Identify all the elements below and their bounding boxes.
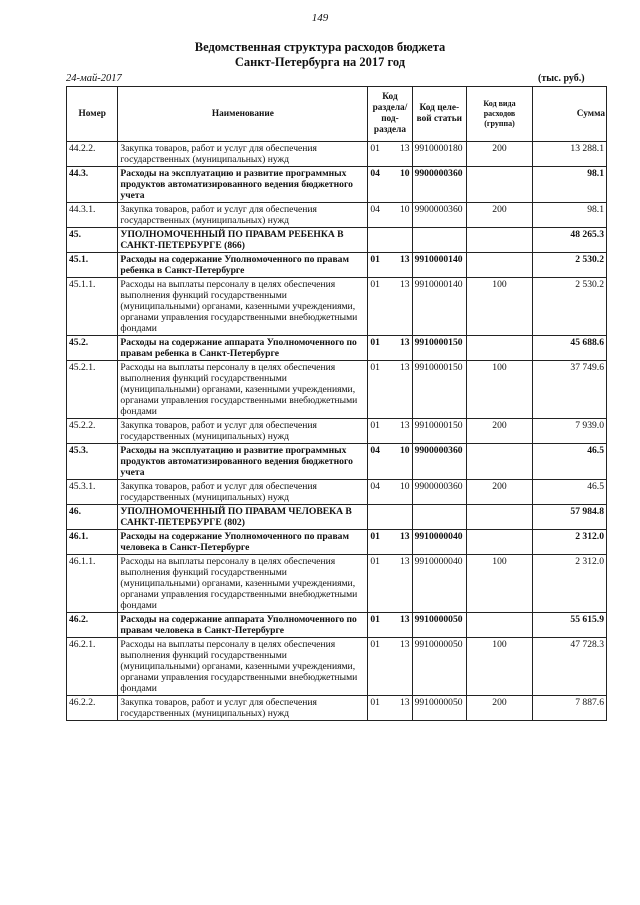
row-section-code: 04 xyxy=(368,167,390,203)
header-article: Код целе-вой статьи xyxy=(412,87,467,142)
table-row xyxy=(67,336,607,361)
table-row xyxy=(67,444,607,480)
row-subsection-code: 13 xyxy=(390,530,412,555)
row-name: Расходы на эксплуатацию и развитие программных продуктов автоматизированного ведения бюджетного учета xyxy=(118,167,368,203)
row-article-code: 9910000040 xyxy=(412,530,467,555)
row-expense-type: 200 xyxy=(467,419,533,444)
table-row xyxy=(67,228,607,253)
row-number: 45.2. xyxy=(67,336,118,361)
row-section-code: 04 xyxy=(368,480,390,505)
header-section: Код раздела/ под-раздела xyxy=(368,87,412,142)
table-row xyxy=(67,419,607,444)
row-subsection-code: 10 xyxy=(390,203,412,228)
row-section-code: 01 xyxy=(368,696,390,721)
row-section-code: 01 xyxy=(368,361,390,419)
row-subsection-code xyxy=(390,505,412,530)
row-amount: 57 984.8 xyxy=(532,505,606,530)
row-expense-type xyxy=(467,228,533,253)
row-section-code xyxy=(368,228,390,253)
row-expense-type xyxy=(467,505,533,530)
row-section-code: 01 xyxy=(368,613,390,638)
row-name: Расходы на выплаты персоналу в целях обеспечения выполнения функций государственными (муниципальными) органами, казенными учреждениями, органами управления государственными внебюджетными фондами xyxy=(118,361,368,419)
row-name: Закупка товаров, работ и услуг для обеспечения государственных (муниципальных) нужд xyxy=(118,419,368,444)
title-line-2: Санкт-Петербурга на 2017 год xyxy=(234,55,406,69)
header-name: Наименование xyxy=(118,87,368,142)
row-section-code xyxy=(368,505,390,530)
row-section-code: 01 xyxy=(368,253,390,278)
row-expense-type xyxy=(467,336,533,361)
row-article-code: 9910000180 xyxy=(412,142,467,167)
row-amount: 2 312.0 xyxy=(532,530,606,555)
row-section-code: 01 xyxy=(368,278,390,336)
row-article-code: 9910000150 xyxy=(412,336,467,361)
row-section-code: 01 xyxy=(368,555,390,613)
row-article-code: 9900000360 xyxy=(412,167,467,203)
row-name: Расходы на выплаты персоналу в целях обеспечения выполнения функций государственными (муниципальными) органами, казенными учреждениями, органами управления государственными внебюджетными фондами xyxy=(118,638,368,696)
row-amount: 48 265.3 xyxy=(532,228,606,253)
row-section-code: 01 xyxy=(368,419,390,444)
table-row xyxy=(67,480,607,505)
row-section-code: 04 xyxy=(368,444,390,480)
row-expense-type: 200 xyxy=(467,142,533,167)
row-subsection-code: 10 xyxy=(390,167,412,203)
table-row xyxy=(67,613,607,638)
row-amount: 2 530.2 xyxy=(532,278,606,336)
row-section-code: 01 xyxy=(368,638,390,696)
row-expense-type xyxy=(467,167,533,203)
row-number: 45.2.1. xyxy=(67,361,118,419)
row-section-code: 01 xyxy=(368,530,390,555)
row-number: 44.2.2. xyxy=(67,142,118,167)
row-expense-type xyxy=(467,613,533,638)
row-expense-type: 200 xyxy=(467,203,533,228)
row-expense-type xyxy=(467,530,533,555)
row-expense-type xyxy=(467,444,533,480)
row-amount: 45 688.6 xyxy=(532,336,606,361)
row-number: 45.1.1. xyxy=(67,278,118,336)
row-expense-type: 100 xyxy=(467,278,533,336)
row-amount: 7 887.6 xyxy=(532,696,606,721)
row-subsection-code xyxy=(390,228,412,253)
row-number: 45.1. xyxy=(67,253,118,278)
row-name: Расходы на содержание аппарата Уполномоченного по правам человека в Санкт-Петербурге xyxy=(118,613,368,638)
row-section-code: 01 xyxy=(368,142,390,167)
document-title xyxy=(0,40,640,70)
table-row xyxy=(67,167,607,203)
row-number: 46.2.1. xyxy=(67,638,118,696)
row-name: Закупка товаров, работ и услуг для обеспечения государственных (муниципальных) нужд xyxy=(118,203,368,228)
row-article-code: 9910000040 xyxy=(412,555,467,613)
row-subsection-code: 13 xyxy=(390,253,412,278)
row-name: Расходы на выплаты персоналу в целях обеспечения выполнения функций государственными (муниципальными) органами, казенными учреждениями, органами управления государственными внебюджетными фондами xyxy=(118,555,368,613)
row-article-code: 9910000050 xyxy=(412,696,467,721)
row-article-code: 9910000150 xyxy=(412,361,467,419)
row-amount: 13 288.1 xyxy=(532,142,606,167)
row-name: Закупка товаров, работ и услуг для обеспечения государственных (муниципальных) нужд xyxy=(118,480,368,505)
table-row xyxy=(67,638,607,696)
row-amount: 55 615.9 xyxy=(532,613,606,638)
row-number: 44.3.1. xyxy=(67,203,118,228)
row-number: 45.3. xyxy=(67,444,118,480)
row-article-code: 9900000360 xyxy=(412,480,467,505)
row-subsection-code: 13 xyxy=(390,336,412,361)
table-row xyxy=(67,555,607,613)
row-name: Расходы на содержание Уполномоченного по правам ребенка в Санкт-Петербурге xyxy=(118,253,368,278)
row-number: 46.2. xyxy=(67,613,118,638)
row-article-code xyxy=(412,228,467,253)
table-body xyxy=(67,142,607,721)
row-subsection-code: 10 xyxy=(390,480,412,505)
row-number: 45. xyxy=(67,228,118,253)
title-line-1: Ведомственная структура расходов бюджета xyxy=(194,40,446,54)
row-name: Закупка товаров, работ и услуг для обеспечения государственных (муниципальных) нужд xyxy=(118,142,368,167)
row-expense-type: 100 xyxy=(467,361,533,419)
row-expense-type xyxy=(467,253,533,278)
row-amount: 46.5 xyxy=(532,444,606,480)
row-subsection-code: 13 xyxy=(390,419,412,444)
row-number: 46.1. xyxy=(67,530,118,555)
row-article-code: 9910000050 xyxy=(412,613,467,638)
row-section-code: 04 xyxy=(368,203,390,228)
table-row xyxy=(67,696,607,721)
table-row xyxy=(67,361,607,419)
units-label: (тыс. руб.) xyxy=(538,73,585,84)
row-article-code: 9910000140 xyxy=(412,253,467,278)
row-article-code xyxy=(412,505,467,530)
row-amount: 47 728.3 xyxy=(532,638,606,696)
row-amount: 2 530.2 xyxy=(532,253,606,278)
row-expense-type: 100 xyxy=(467,555,533,613)
table-row xyxy=(67,203,607,228)
row-subsection-code: 13 xyxy=(390,555,412,613)
row-name: Расходы на содержание аппарата Уполномоченного по правам ребенка в Санкт-Петербурге xyxy=(118,336,368,361)
row-section-code: 01 xyxy=(368,336,390,361)
row-subsection-code: 10 xyxy=(390,444,412,480)
budget-table xyxy=(66,86,607,721)
row-article-code: 9900000360 xyxy=(412,203,467,228)
row-subsection-code: 13 xyxy=(390,361,412,419)
table-header-row xyxy=(67,87,607,142)
row-expense-type: 200 xyxy=(467,480,533,505)
table-row xyxy=(67,530,607,555)
row-subsection-code: 13 xyxy=(390,613,412,638)
row-number: 46.1.1. xyxy=(67,555,118,613)
row-subsection-code: 13 xyxy=(390,142,412,167)
row-article-code: 9910000150 xyxy=(412,419,467,444)
row-article-code: 9910000140 xyxy=(412,278,467,336)
table-row xyxy=(67,253,607,278)
row-amount: 98.1 xyxy=(532,167,606,203)
row-article-code: 9910000050 xyxy=(412,638,467,696)
row-number: 45.3.1. xyxy=(67,480,118,505)
header-amount: Сумма xyxy=(532,87,606,142)
row-number: 44.3. xyxy=(67,167,118,203)
row-subsection-code: 13 xyxy=(390,278,412,336)
table-row xyxy=(67,505,607,530)
row-name: УПОЛНОМОЧЕННЫЙ ПО ПРАВАМ РЕБЕНКА В САНКТ-ПЕТЕРБУРГЕ (866) xyxy=(118,228,368,253)
row-name: Расходы на выплаты персоналу в целях обеспечения выполнения функций государственными (муниципальными) органами, казенными учреждениями, органами управления государственными внебюджетными фондами xyxy=(118,278,368,336)
page-number: 149 xyxy=(311,12,329,24)
row-number: 46.2.2. xyxy=(67,696,118,721)
row-name: УПОЛНОМОЧЕННЫЙ ПО ПРАВАМ ЧЕЛОВЕКА В САНКТ-ПЕТЕРБУРГЕ (802) xyxy=(118,505,368,530)
row-amount: 7 939.0 xyxy=(532,419,606,444)
header-number: Номер xyxy=(67,87,118,142)
row-name: Расходы на содержание Уполномоченного по правам человека в Санкт-Петербурге xyxy=(118,530,368,555)
row-amount: 2 312.0 xyxy=(532,555,606,613)
document-date: 24-май-2017 xyxy=(66,73,122,84)
row-amount: 37 749.6 xyxy=(532,361,606,419)
row-number: 45.2.2. xyxy=(67,419,118,444)
row-number: 46. xyxy=(67,505,118,530)
row-name: Закупка товаров, работ и услуг для обеспечения государственных (муниципальных) нужд xyxy=(118,696,368,721)
table-row xyxy=(67,142,607,167)
row-subsection-code: 13 xyxy=(390,638,412,696)
row-subsection-code: 13 xyxy=(390,696,412,721)
row-name: Расходы на эксплуатацию и развитие программных продуктов автоматизированного ведения бюджетного учета xyxy=(118,444,368,480)
row-expense-type: 100 xyxy=(467,638,533,696)
table-row xyxy=(67,278,607,336)
row-amount: 46.5 xyxy=(532,480,606,505)
row-expense-type: 200 xyxy=(467,696,533,721)
header-expense-type: Код вида расходов (группа) xyxy=(467,87,533,142)
row-amount: 98.1 xyxy=(532,203,606,228)
row-article-code: 9900000360 xyxy=(412,444,467,480)
